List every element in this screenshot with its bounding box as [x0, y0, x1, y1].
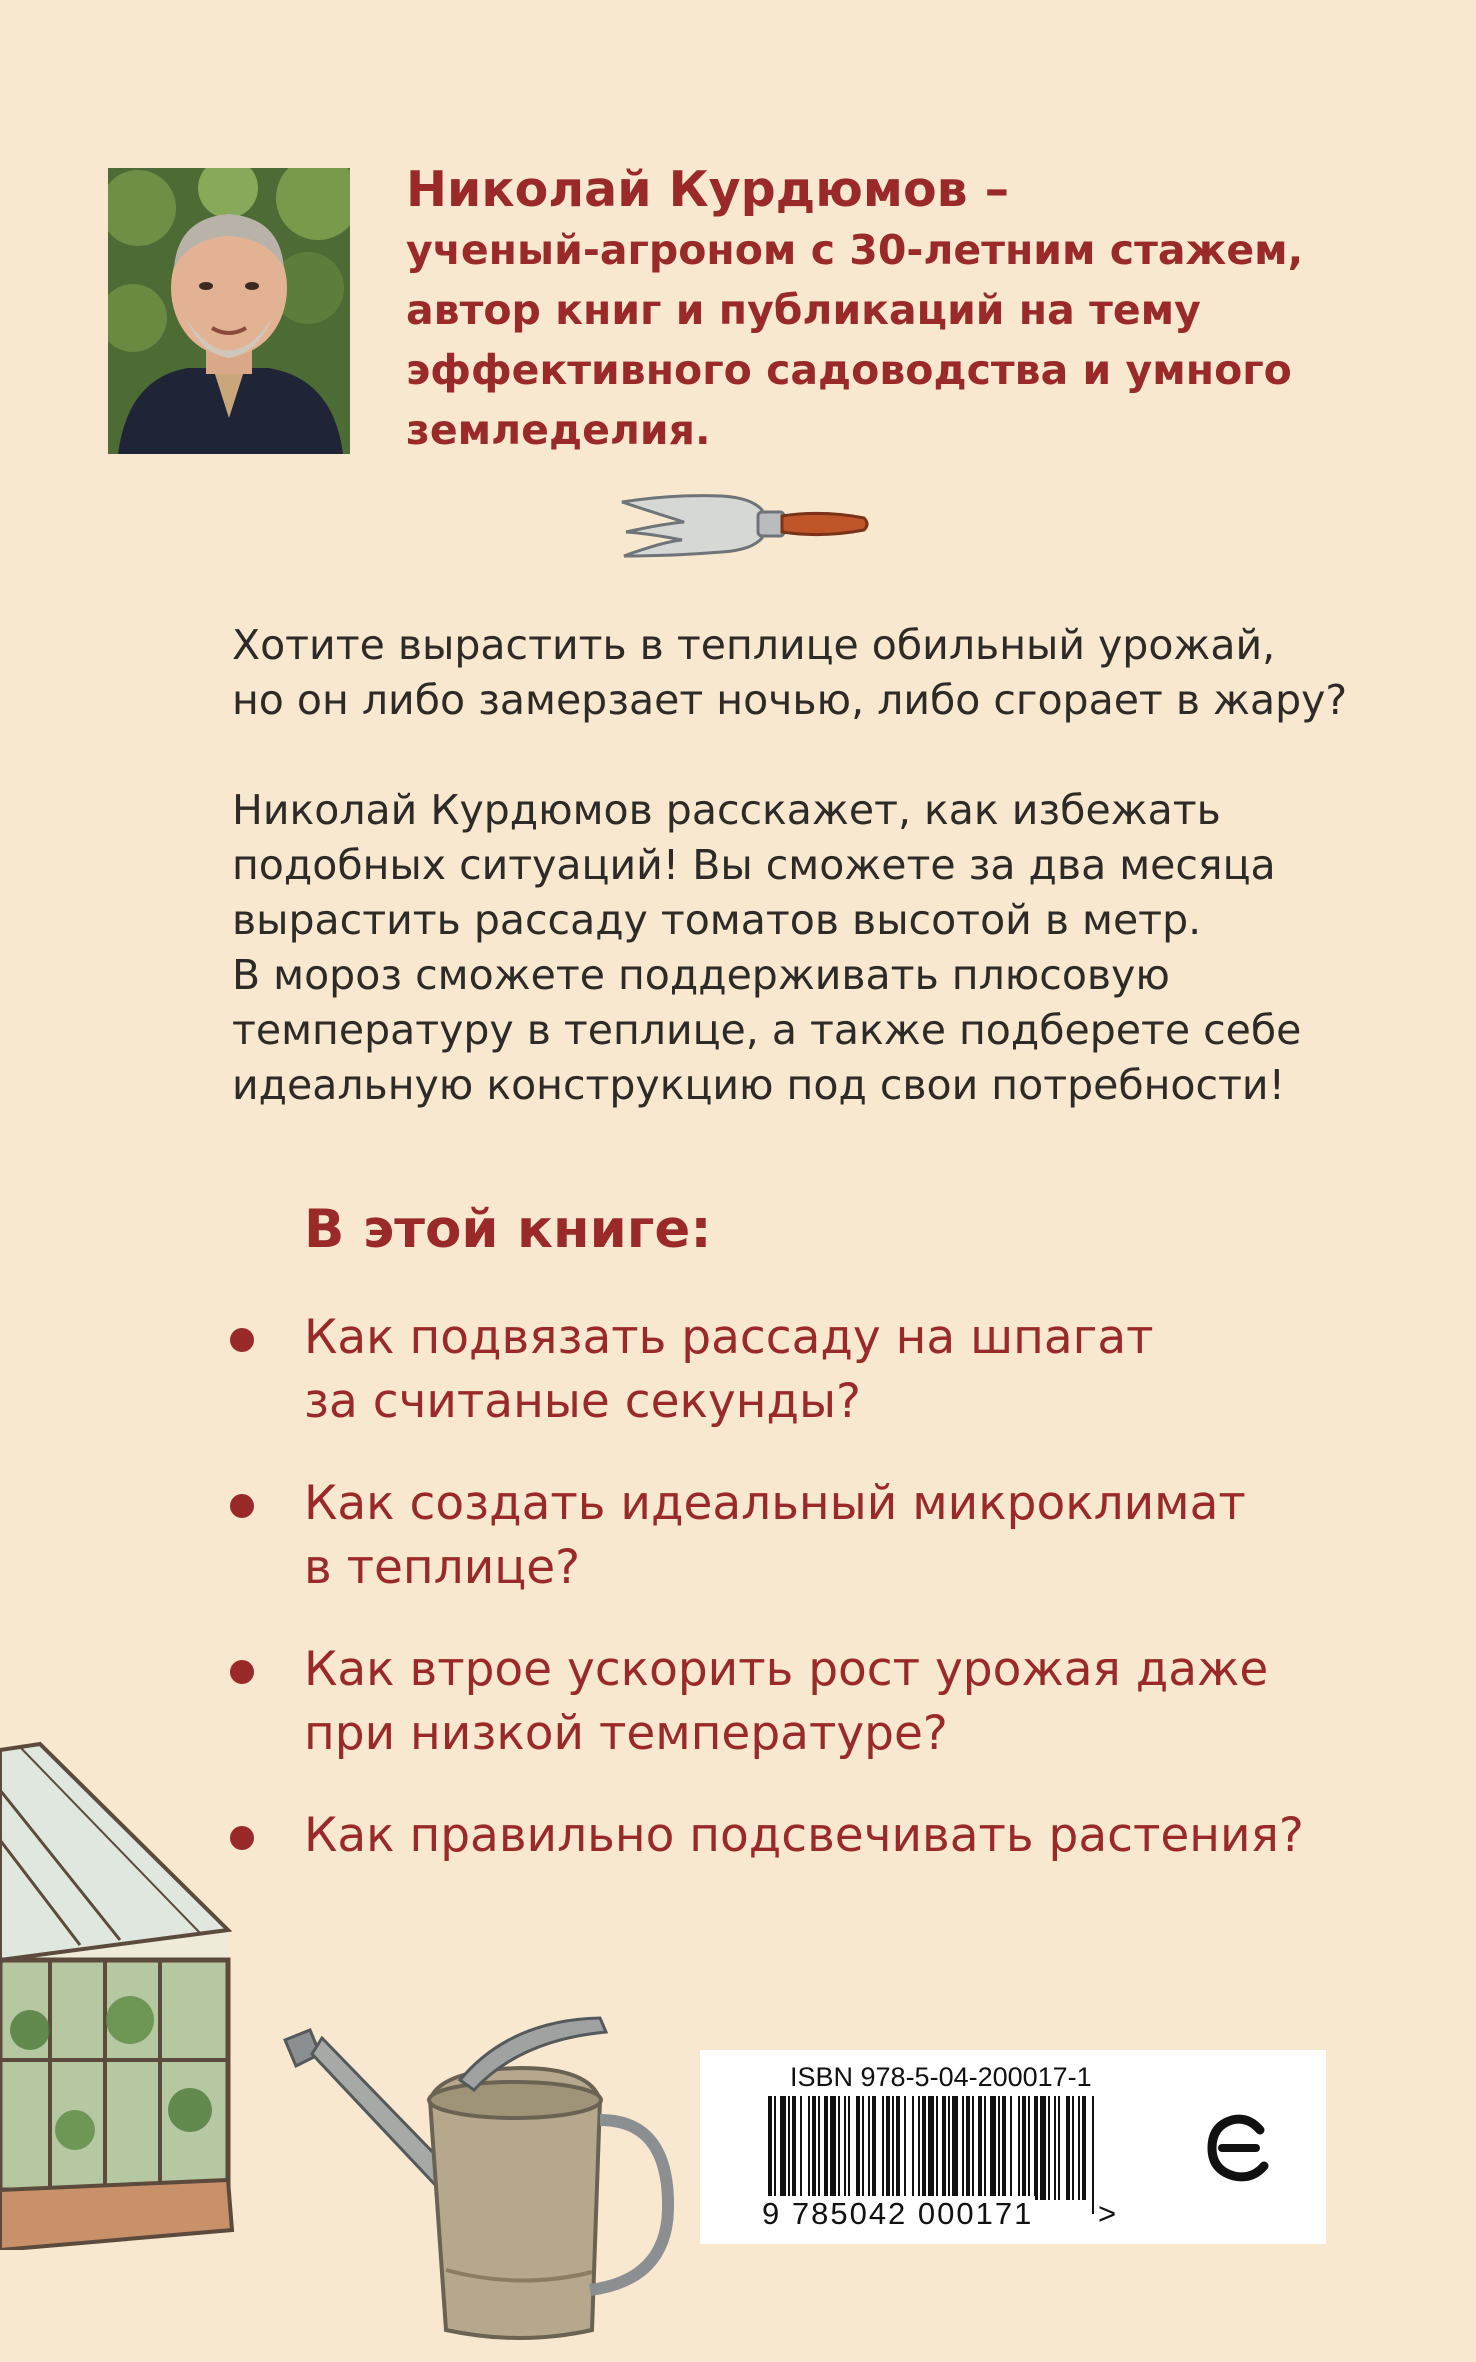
barcode-bar: [1072, 2096, 1074, 2200]
list-item-line: при низкой температуре?: [304, 1706, 948, 1761]
barcode-bar: [818, 2096, 820, 2200]
list-item-line: Как втрое ускорить рост урожая даже: [304, 1642, 1269, 1697]
barcode-bar: [844, 2096, 846, 2200]
in-book-list: [222, 1306, 1422, 1906]
barcode-bar: [1002, 2096, 1006, 2200]
garden-fork-icon: [612, 482, 872, 582]
barcode-bar: [962, 2096, 964, 2200]
bullet-dot-icon: [230, 1660, 254, 1684]
list-item: [222, 1472, 1422, 1600]
in-book-heading: В этой книге:: [304, 1199, 712, 1260]
barcode-bar: [1048, 2096, 1050, 2200]
barcode-arrow: >: [1098, 2196, 1117, 2231]
barcode-bar: [882, 2096, 884, 2200]
author-bio-line: эффективного садоводства и умного: [406, 346, 1292, 394]
barcode-bar: [800, 2096, 802, 2200]
barcode-bar: [1022, 2096, 1026, 2200]
barcode-bar: [1028, 2096, 1030, 2200]
publisher-logo-icon: [1198, 2108, 1278, 2188]
barcode-bar: [824, 2096, 828, 2200]
barcode-bar: [1082, 2096, 1086, 2200]
barcode-bar: [1040, 2096, 1046, 2200]
barcode-bar: [978, 2096, 982, 2200]
barcode-bar: [1058, 2096, 1060, 2200]
barcode-bar: [896, 2096, 900, 2200]
barcode-bar: [830, 2096, 836, 2200]
barcode-bar: [952, 2096, 958, 2200]
barcode-bar: [912, 2096, 914, 2200]
barcode-bar: [1054, 2096, 1056, 2200]
list-item: [222, 1638, 1422, 1766]
barcode-bar: [948, 2096, 950, 2200]
barcode-bar: [848, 2096, 850, 2200]
intro-line: Николай Курдюмов расскажет, как избежать: [232, 786, 1221, 834]
barcode-bar: [922, 2096, 926, 2200]
intro-text: [232, 618, 1432, 1113]
bullet-dot-icon: [230, 1494, 254, 1518]
intro-line: Хотите вырастить в теплице обильный урожай,: [232, 621, 1276, 669]
isbn-label: ISBN 978-5-04-200017-1: [790, 2062, 1092, 2092]
barcode-bar: [838, 2096, 840, 2200]
barcode-bar: [886, 2096, 890, 2200]
barcode-bar: [1078, 2096, 1080, 2200]
barcode-bar: [1066, 2096, 1070, 2200]
list-item-line: Как создать идеальный микроклимат: [304, 1476, 1246, 1531]
barcode-bar: [892, 2096, 894, 2200]
barcode-bar: [1010, 2096, 1012, 2200]
barcode-bar: [966, 2096, 970, 2200]
author-bio: [406, 220, 1406, 460]
author-bio-line: ученый-агроном с 30-летним стажем,: [406, 226, 1304, 274]
barcode-bar: [990, 2096, 996, 2200]
intro-line: но он либо замерзает ночью, либо сгорает в жару?: [232, 676, 1348, 724]
intro-line: идеальную конструкцию под свои потребности!: [232, 1061, 1286, 1109]
barcode-bar: [780, 2096, 786, 2200]
intro-line: подобных ситуаций! Вы сможете за два месяца: [232, 841, 1276, 889]
list-item-line: в теплице?: [304, 1540, 581, 1595]
barcode-bar: [812, 2096, 816, 2200]
intro-paragraph-2: [232, 783, 1432, 1113]
list-item: [222, 1804, 1422, 1868]
list-item-line: Как подвязать рассаду на шпагат: [304, 1310, 1154, 1365]
list-item-line: за считаные секунды?: [304, 1374, 862, 1429]
barcode-bar: [1018, 2096, 1020, 2200]
barcode-bar: [942, 2096, 946, 2200]
barcode-bar: [862, 2096, 864, 2200]
barcode-number: 9 785042 000171: [762, 2196, 1034, 2231]
barcode-bar: [1092, 2096, 1094, 2214]
author-block: [406, 160, 1406, 460]
barcode-bar: [972, 2096, 974, 2200]
intro-paragraph-1: [232, 618, 1432, 728]
barcode-bar: [774, 2096, 776, 2200]
barcode-bar: [1034, 2096, 1038, 2200]
barcode-bar: [872, 2096, 876, 2200]
barcode-block: [700, 2050, 1326, 2244]
intro-line: температуру в теплице, а также подберете себе: [232, 1006, 1302, 1054]
author-name: Николай Курдюмов –: [406, 161, 1010, 218]
greenhouse-illustration: [0, 1730, 240, 2250]
barcode-bar: [856, 2096, 860, 2200]
author-bio-line: земледелия.: [406, 406, 711, 454]
list-item-line: Как правильно подсвечивать растения?: [304, 1808, 1304, 1863]
barcode-bar: [868, 2096, 870, 2200]
intro-line: вырастить рассаду томатов высотой в метр.: [232, 896, 1202, 944]
author-photo: [108, 168, 350, 454]
barcode-bar: [998, 2096, 1000, 2200]
barcode-bar: [984, 2096, 986, 2200]
bullet-dot-icon: [230, 1328, 254, 1352]
barcode-bar: [788, 2096, 790, 2200]
intro-line: В мороз сможете поддерживать плюсовую: [232, 951, 1170, 999]
barcode-bar: [918, 2096, 920, 2200]
list-item: [222, 1306, 1422, 1434]
watering-can-illustration: [270, 2010, 680, 2350]
barcode-bar: [904, 2096, 906, 2200]
barcode-bar: [792, 2096, 796, 2200]
author-bio-line: автор книг и публикаций на тему: [406, 286, 1201, 334]
barcode-bar: [928, 2096, 934, 2200]
barcode-bar: [808, 2096, 810, 2200]
